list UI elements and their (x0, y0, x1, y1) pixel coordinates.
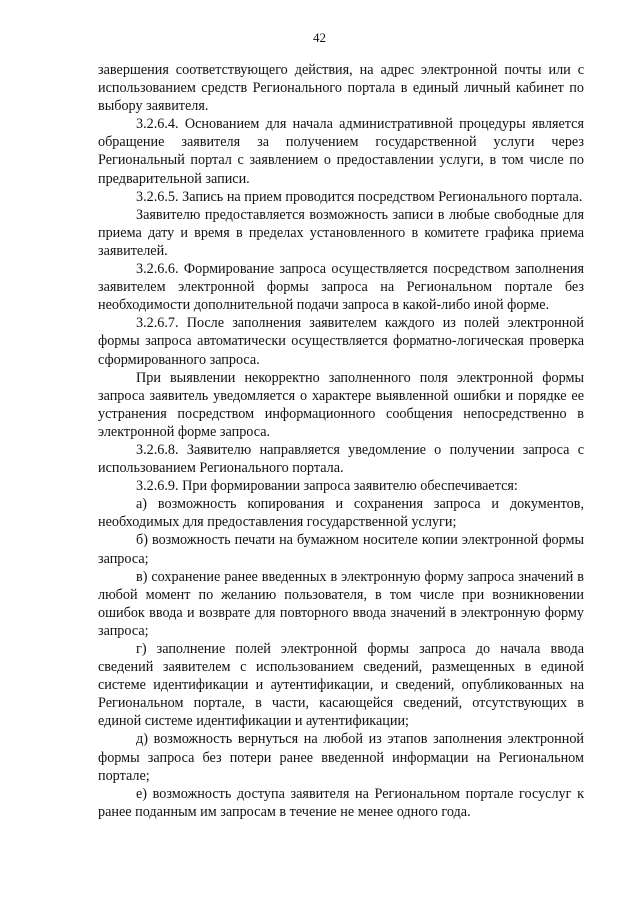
paragraph-3-2-6-7: 3.2.6.7. После заполнения заявителем каждого из полей электронной формы запроса автоматически осуществляется форматно-логическая проверка сформированного запроса. (98, 315, 584, 368)
paragraph-3-2-6-4: 3.2.6.4. Основанием для начала административной процедуры является обращение заявителя за получением государственной услуги через Региональный портал с заявлением о предоставлении услуги, в том числе по предварительной записи. (98, 116, 584, 187)
list-item-g: г) заполнение полей электронной формы запроса до начала ввода сведений заявителем с использованием сведений, размещенных в единой системе идентификации и аутентификации, и сведений, опубликованных на Региональном портале, в части, касающейся сведений, отсутствующих в единой системе идентификации и аутентификации; (98, 641, 584, 730)
paragraph-continuation: завершения соответствующего действия, на адрес электронной почты или с использованием средств Регионального портала в единый личный кабинет по выбору заявителя. (98, 62, 584, 115)
document-body (98, 61, 584, 821)
list-item-v: в) сохранение ранее введенных в электронную форму запроса значений в любой момент по желанию пользователя, в том числе при возникновении ошибок ввода и возврате для повторного ввода значений в электронную форму запроса; (98, 568, 584, 639)
list-item-d: д) возможность вернуться на любой из этапов заполнения электронной формы запроса без потери ранее введенной информации на Региональном портале; (98, 731, 584, 784)
paragraph-3-2-6-6: 3.2.6.6. Формирование запроса осуществляется посредством заполнения заявителем электронной формы запроса на Региональном портале без необходимости дополнительной подачи запроса в какой-либо иной форме. (98, 261, 584, 314)
paragraph-3-2-6-9: 3.2.6.9. При формировании запроса заявителю обеспечивается: (136, 478, 518, 495)
list-item-b: б) возможность печати на бумажном носителе копии электронной формы запроса; (98, 532, 584, 567)
paragraph-error-notification: При выявлении некорректно заполненного поля электронной формы запроса заявитель уведомляется о характере выявленной ошибки и порядке ее устранения посредством информационного сообщения непосредственно в электронной форме запроса. (98, 369, 584, 440)
paragraph-appointment-booking: Заявителю предоставляется возможность записи в любые свободные для приема дату и время в пределах установленного в комитете графика приема заявителей. (98, 206, 584, 259)
list-item-e: е) возможность доступа заявителя на Региональном портале госуслуг к ранее поданным им запросам в течение не менее одного года. (98, 785, 584, 820)
paragraph-3-2-6-5: 3.2.6.5. Запись на прием проводится посредством Регионального портала. (136, 188, 583, 205)
list-item-a: а) возможность копирования и сохранения запроса и документов, необходимых для предоставления государственной услуги; (98, 496, 584, 531)
paragraph-3-2-6-8: 3.2.6.8. Заявителю направляется уведомление о получении запроса с использованием Регионального портала. (98, 441, 584, 477)
page-number: 42 (313, 30, 326, 45)
